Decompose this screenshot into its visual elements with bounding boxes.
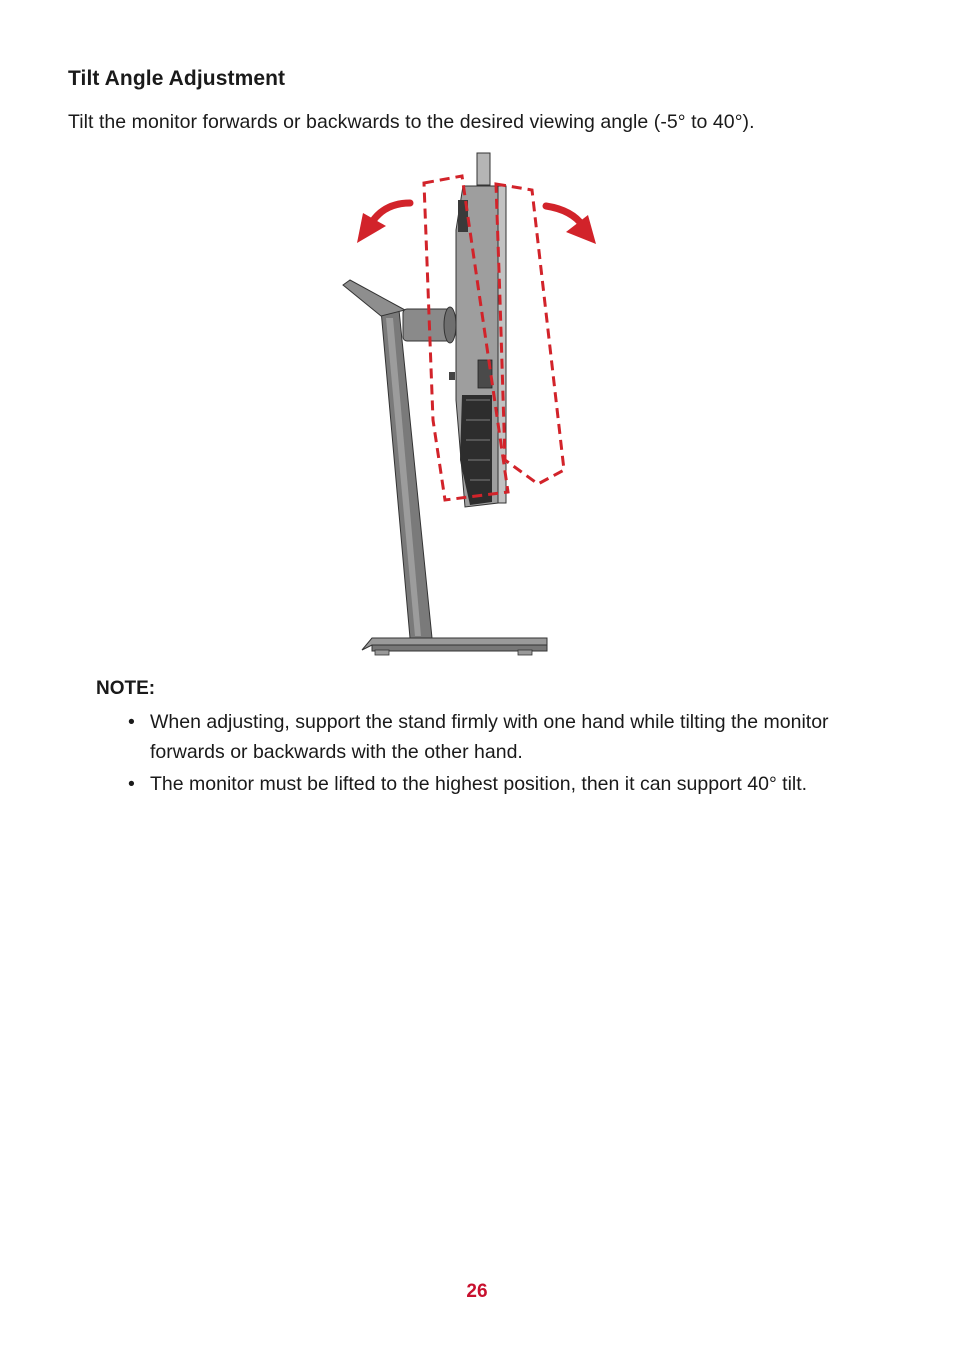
bullet-icon: • [128,773,135,795]
note-list [96,708,886,803]
section-title: Tilt Angle Adjustment [68,67,286,90]
tilt-figure [330,150,620,660]
note-item [96,708,886,767]
note-heading: NOTE: [96,678,156,699]
note-item-text: When adjusting, support the stand firmly with one hand while tilting the monitor forwards or backwards with the other hand. [150,711,829,763]
note-item [96,770,886,800]
page-number: 26 [466,1281,488,1302]
note-item-text: The monitor must be lifted to the highest position, then it can support 40° tilt. [150,773,808,795]
bullet-icon: • [128,711,135,733]
intro-paragraph: Tilt the monitor forwards or backwards to the desired viewing angle (-5° to 40°). [68,111,755,133]
tilt-left-arrow-icon [357,203,410,243]
stand-base [362,638,547,655]
tilt-right-arrow-icon [546,206,596,244]
